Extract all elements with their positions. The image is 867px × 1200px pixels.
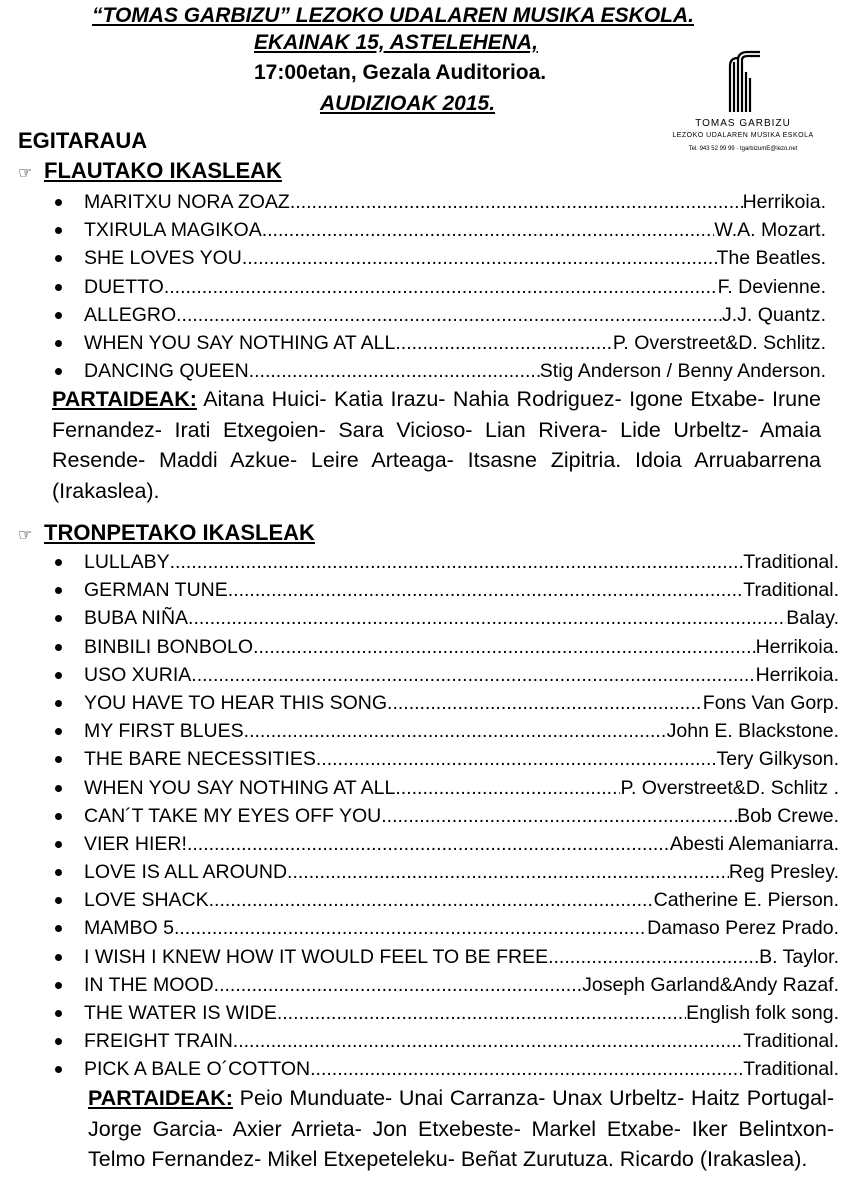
bullet-icon xyxy=(55,227,62,234)
piece-title: DUETTO xyxy=(84,275,164,298)
dot-leader xyxy=(170,548,744,576)
dot-leader xyxy=(395,774,620,802)
piece-composer: Herrikoia. xyxy=(755,635,839,658)
list-item xyxy=(84,858,839,886)
bullet-icon xyxy=(55,813,62,820)
piece-composer: Traditional. xyxy=(743,1030,839,1053)
piece-title: GERMAN TUNE xyxy=(84,579,228,602)
dot-leader xyxy=(244,717,667,745)
dot-leader xyxy=(191,661,755,689)
piece-title: PICK A BALE O´COTTON xyxy=(84,1058,311,1081)
piece-composer: Stig Anderson / Benny Anderson. xyxy=(539,360,826,383)
program-title: EGITARAUA xyxy=(18,128,148,153)
bullet-icon xyxy=(55,1038,62,1045)
participants-names: Aitana Huici- Katia Irazu- Nahia Rodriguez- Igone Etxabe- Irune Fernandez- Irati Etxegoien- Sara Vicioso- Lian Rivera- Lide Urbeltz- Amaia Resende- Maddi Azkue- Leire Arteaga- Itsasne Zipitria. Idoia Arruabarrena (Irakaslea). xyxy=(52,387,821,503)
list-item xyxy=(84,689,839,717)
list-item xyxy=(84,301,826,329)
piece-title: CAN´T TAKE MY EYES OFF YOU xyxy=(84,804,382,827)
piece-title: MARITXU NORA ZOAZ xyxy=(84,191,290,213)
pointing-hand-icon: ☞ xyxy=(18,527,33,544)
piece-composer: Damaso Perez Prado. xyxy=(647,917,839,940)
dot-leader xyxy=(381,802,737,830)
dot-leader xyxy=(174,914,647,942)
piece-composer: John E. Blackstone. xyxy=(666,720,839,743)
list-item xyxy=(84,914,839,942)
list-item xyxy=(84,329,826,357)
logo-name: TOMAS GARBIZU xyxy=(695,118,791,129)
bullet-icon xyxy=(55,340,62,347)
dot-leader xyxy=(188,604,786,632)
piece-title: DANCING QUEEN xyxy=(84,360,249,383)
list-item xyxy=(84,802,839,830)
piece-title: I WISH I KNEW HOW IT WOULD FEEL TO BE FREE xyxy=(84,945,549,968)
piece-composer: B. Taylor. xyxy=(759,945,839,968)
piece-title: USO XURIA xyxy=(84,663,192,686)
piece-title: SHE LOVES YOU xyxy=(84,247,242,270)
piece-composer: Joseph Garland&Andy Razaf. xyxy=(582,973,839,996)
piece-composer: Traditional. xyxy=(743,551,839,573)
dot-leader xyxy=(316,745,717,773)
dot-leader xyxy=(233,1027,743,1055)
dot-leader xyxy=(277,999,686,1027)
piece-title: ALLEGRO xyxy=(84,303,177,326)
dot-leader xyxy=(187,830,670,858)
list-item xyxy=(84,717,839,745)
participants-label: PARTAIDEAK: xyxy=(88,1086,233,1110)
list-item xyxy=(84,216,826,244)
piece-composer: The Beatles. xyxy=(716,247,826,270)
participants-names: Peio Munduate- Unai Carranza- Unax Urbeltz- Haitz Portugal- Jorge Garcia- Axier Arrieta- Jon Etxebeste- Markel Etxabe- Iker Belintxon- Telmo Fernandez- Mikel Etxepeteleku- Beñat Zurutuza. Ricardo (Irakaslea). xyxy=(88,1086,834,1171)
dot-leader xyxy=(310,1055,743,1083)
list-item xyxy=(84,357,826,385)
trumpet-section-label: TRONPETAKO IKASLEAK xyxy=(44,520,315,545)
dot-leader xyxy=(395,329,612,357)
trumpet-repertoire-list xyxy=(84,548,839,1084)
piece-title: IN THE MOOD xyxy=(84,973,214,996)
list-item xyxy=(84,774,839,802)
list-item xyxy=(84,971,839,999)
piece-title: LULLABY xyxy=(84,551,170,573)
bullet-icon xyxy=(55,982,62,989)
piece-composer: Herrikoia. xyxy=(742,191,826,213)
dot-leader xyxy=(176,301,722,329)
piece-title: THE WATER IS WIDE xyxy=(84,1002,277,1024)
bullet-icon xyxy=(55,672,62,679)
piece-title: WHEN YOU SAY NOTHING AT ALL xyxy=(84,331,396,354)
piece-title: MAMBO 5 xyxy=(84,917,174,940)
event-time-place: 17:00etan, Gezala Auditorioa. xyxy=(254,61,547,84)
piece-composer: Reg Presley. xyxy=(728,861,839,884)
bullet-icon xyxy=(55,728,62,735)
list-item xyxy=(84,633,839,661)
dot-leader xyxy=(242,244,717,272)
flute-section-title xyxy=(18,158,282,187)
list-item xyxy=(84,576,839,604)
piece-title: THE BARE NECESSITIES xyxy=(84,748,316,771)
piece-title: WHEN YOU SAY NOTHING AT ALL xyxy=(84,776,396,799)
list-item xyxy=(84,830,839,858)
bullet-icon xyxy=(55,199,62,206)
school-logo xyxy=(668,48,818,163)
dot-leader xyxy=(262,216,715,244)
piece-composer: Abesti Alemaniarra. xyxy=(669,832,839,855)
dot-leader xyxy=(249,357,540,385)
flute-participants xyxy=(52,384,821,506)
list-item xyxy=(84,604,839,632)
logo-contact: Tel. 943 52 99 99 · tgarbizumE@lezo.net xyxy=(688,146,798,152)
piece-title: MY FIRST BLUES xyxy=(84,720,244,743)
event-title: AUDIZIOAK 2015. xyxy=(320,92,496,115)
dot-leader xyxy=(214,971,582,999)
piece-composer: English folk song. xyxy=(686,1002,839,1024)
piece-composer: Balay. xyxy=(786,607,839,630)
bullet-icon xyxy=(55,284,62,291)
participants-label: PARTAIDEAK: xyxy=(52,387,197,411)
trumpet-section-title xyxy=(18,520,315,549)
bullet-icon xyxy=(55,1010,62,1017)
bullet-icon xyxy=(55,954,62,961)
piece-composer: Traditional. xyxy=(743,579,839,602)
trumpet-participants xyxy=(88,1083,834,1175)
bullet-icon xyxy=(55,312,62,319)
bullet-icon xyxy=(55,368,62,375)
piece-title: LOVE IS ALL AROUND xyxy=(84,861,288,884)
bullet-icon xyxy=(55,925,62,932)
piece-title: YOU HAVE TO HEAR THIS SONG xyxy=(84,691,388,714)
flute-section-label: FLAUTAKO IKASLEAK xyxy=(44,158,282,183)
list-item xyxy=(84,745,839,773)
event-date: EKAINAK 15, ASTELEHENA, xyxy=(254,31,538,54)
list-item xyxy=(84,886,839,914)
bullet-icon xyxy=(55,644,62,651)
list-item xyxy=(84,548,839,576)
piece-composer: Herrikoia. xyxy=(755,663,839,686)
dot-leader xyxy=(387,689,703,717)
bullet-icon xyxy=(55,756,62,763)
piece-title: BUBA NIÑA xyxy=(84,607,189,630)
list-item xyxy=(84,943,839,971)
logo-mark-icon xyxy=(668,48,818,116)
list-item xyxy=(84,1027,839,1055)
bullet-icon xyxy=(55,897,62,904)
piece-title: VIER HIER! xyxy=(84,832,187,855)
bullet-icon xyxy=(55,869,62,876)
piece-composer: P. Overstreet&D. Schlitz. xyxy=(612,331,826,354)
piece-title: BINBILI BONBOLO xyxy=(84,635,254,658)
flute-repertoire-list xyxy=(84,188,826,385)
piece-title: TXIRULA MAGIKOA xyxy=(84,219,262,242)
list-item xyxy=(84,273,826,301)
piece-composer: F. Devienne. xyxy=(717,275,826,298)
dot-leader xyxy=(548,943,759,971)
piece-composer: Tery Gilkyson. xyxy=(716,748,839,771)
piece-composer: Catherine E. Pierson. xyxy=(653,889,839,912)
dot-leader xyxy=(290,188,743,216)
piece-composer: J.J. Quantz. xyxy=(721,303,826,326)
logo-subtitle: LEZOKO UDALAREN MUSIKA ESKOLA xyxy=(672,132,814,139)
bullet-icon xyxy=(55,1066,62,1073)
piece-composer: Fons Van Gorp. xyxy=(702,691,839,714)
bullet-icon xyxy=(55,587,62,594)
piece-composer: Traditional. xyxy=(743,1058,839,1081)
piece-composer: W.A. Mozart. xyxy=(714,219,826,242)
bullet-icon xyxy=(55,559,62,566)
list-item xyxy=(84,661,839,689)
bullet-icon xyxy=(55,700,62,707)
piece-title: LOVE SHACK xyxy=(84,889,209,912)
dot-leader xyxy=(209,886,654,914)
list-item xyxy=(84,999,839,1027)
dot-leader xyxy=(228,576,744,604)
school-name: “TOMAS GARBIZU” LEZOKO UDALAREN MUSIKA ESKOLA. xyxy=(92,4,694,27)
bullet-icon xyxy=(55,615,62,622)
list-item xyxy=(84,188,826,216)
dot-leader xyxy=(253,633,756,661)
bullet-icon xyxy=(55,785,62,792)
piece-title: FREIGHT TRAIN xyxy=(84,1030,233,1053)
pointing-hand-icon: ☞ xyxy=(18,165,33,182)
dot-leader xyxy=(164,273,718,301)
list-item xyxy=(84,1055,839,1083)
bullet-icon xyxy=(55,255,62,262)
piece-composer: P. Overstreet&D. Schlitz . xyxy=(620,776,839,799)
list-item xyxy=(84,244,826,272)
dot-leader xyxy=(287,858,729,886)
piece-composer: Bob Crewe. xyxy=(737,804,839,827)
bullet-icon xyxy=(55,841,62,848)
